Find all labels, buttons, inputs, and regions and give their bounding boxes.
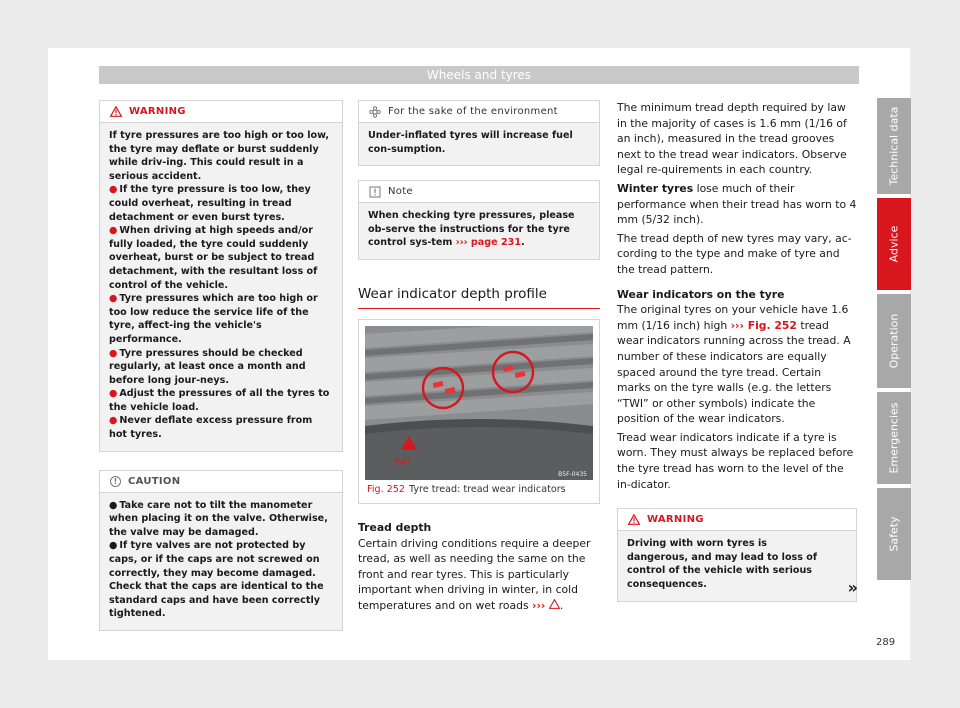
paragraph: The tread depth of new tyres may vary, ac-cording to the type and make of tyre and the tread pattern. [617,231,852,276]
tab-emergencies[interactable]: Emergencies [877,392,911,484]
warning-header [618,509,856,531]
wear-indicator-heading: Wear indicators on the tyre [617,287,785,301]
tread-depth-section: Tread depth Certain driving conditions require a deeper tread, as well as needing the same on the front and rear tyres. This is particularly important when driving in winter, in cold temperatures and on wet roads ››› . [358,520,600,614]
warning-title: WARNING [129,106,186,117]
info-circle-icon: ! [110,476,121,487]
environment-body [359,123,599,165]
note-icon [369,186,381,198]
environment-box [358,100,600,166]
list-item: ● If the tyre pressure is too low, they could overheat, resulting in tread detachment or even burst tyres. [109,184,311,223]
caution-header [100,471,342,493]
list-item: ● Never deflate excess pressure from hot tyres. [109,415,313,441]
warning-body [100,123,342,451]
list-item: ● Take care not to tilt the manometer when placing it on the valve. Otherwise, the valve may be damaged. [109,499,328,538]
warning-header [100,101,342,123]
tab-advice[interactable]: Advice [877,198,911,290]
warning-title: WARNING [647,514,704,526]
environment-text: Under-inflated tyres will increase fuel con-sumption. [368,130,573,155]
continue-arrow-icon[interactable]: » [847,577,858,597]
caution-box [99,470,343,631]
page-number: 289 [876,637,896,648]
twi-imprint: TWI [393,456,411,468]
warning-box [617,508,857,601]
column-right [617,100,857,602]
warning-box [99,100,343,452]
page-header: Wheels and tyres [99,66,859,84]
paragraph: The minimum tread depth required by law in the majority of cases is 1.6 mm (1/16 of an inch), measured in the tread grooves next to the tread wear indicators. Observe legal re-quirements in each country. [617,101,847,177]
figure-link[interactable]: ››› Fig. 252 [730,318,797,332]
warning-link[interactable]: ››› [532,598,546,612]
list-item: ● When driving at high speeds and/or fully loaded, the tyre could suddenly overheat, burst or be subject to tread detachment, with the resultant loss of control of the vehicle. [109,225,318,291]
note-box [358,180,600,260]
page-link[interactable]: ››› page 231 [455,237,522,249]
tread-text: Certain driving conditions require a deeper tread, as well as needing the same on the front and rear tyres. This is particularly important when driving in winter, in cold temperatures and on wet roads [358,536,591,612]
environment-title: For the sake of the environment [388,106,558,117]
warning-intro: If tyre pressures are too high or too low, the tyre may deflate or burst suddenly while driv-ing. This could result in a serious accident. [109,130,330,182]
tyre-tread-image [365,326,593,480]
leaf-flower-icon [369,106,381,118]
note-header [359,181,599,203]
warning-text: Driving with worn tyres is dangerous, and may lead to loss of control of the vehicle with serious consequences. [627,538,818,591]
list-item: ● If tyre valves are not protected by caps, or if the caps are not screwed on correctly, they may become damaged. Check that the caps are identical to the standard caps and have been correctly tightened. [109,540,324,620]
warning-icon[interactable] [549,599,560,609]
section-title: Wear indicator depth profile [358,286,600,309]
environment-header [359,101,599,123]
tab-safety[interactable]: Safety [877,488,911,580]
caution-title: CAUTION [128,475,181,487]
section-heading-wrap [358,286,600,309]
warning-icon [110,106,122,117]
note-body [359,203,599,259]
note-text: When checking tyre pressures, please ob-serve the instructions for the tyre control sys-tem ››› page 231. [368,210,575,249]
list-item: ● Tyre pressures which are too high or too low reduce the service life of the tyre, affect-ing the vehicle's performance. [109,293,318,345]
paragraph: Tread wear indicators indicate if a tyre is worn. They must always be replaced before the tyre tread has worn to the level of the in-dicator. [617,430,854,491]
tab-technical-data[interactable]: Technical data [877,98,911,194]
column-left [99,100,343,631]
figure-code: B5F-0435 [558,470,587,478]
paragraph: The original tyres on your vehicle have 1.6 mm (1/16 inch) high ››› Fig. 252 tread wear indicators running across the tread. A number of these indicators are equally spaced around the tyre tread. Certain marks on the tyre walls (e.g. the letters “TWI” or other symbols) indicate the position of the wear indicators. [617,303,851,426]
column-middle [358,100,600,614]
right-column-text [617,100,857,492]
list-item: ● Adjust the pressures of all the tyres to the vehicle load. [109,388,330,413]
note-title: Note [388,186,413,198]
warning-icon [628,514,640,525]
tread-heading: Tread depth [358,520,432,534]
list-item: ● Tyre pressures should be checked regularly, at least once a month and before long jour-neys. [109,347,306,386]
figure-252 [358,319,600,504]
caution-body [100,493,342,630]
paragraph: Winter tyres lose much of their performance when their tread has worn to 4 mm (5/32 inch). [617,181,857,227]
warning-body [618,531,856,600]
figure-caption: Fig. 252 Tyre tread: tread wear indicators [367,483,566,495]
tab-operation[interactable]: Operation [877,294,911,388]
